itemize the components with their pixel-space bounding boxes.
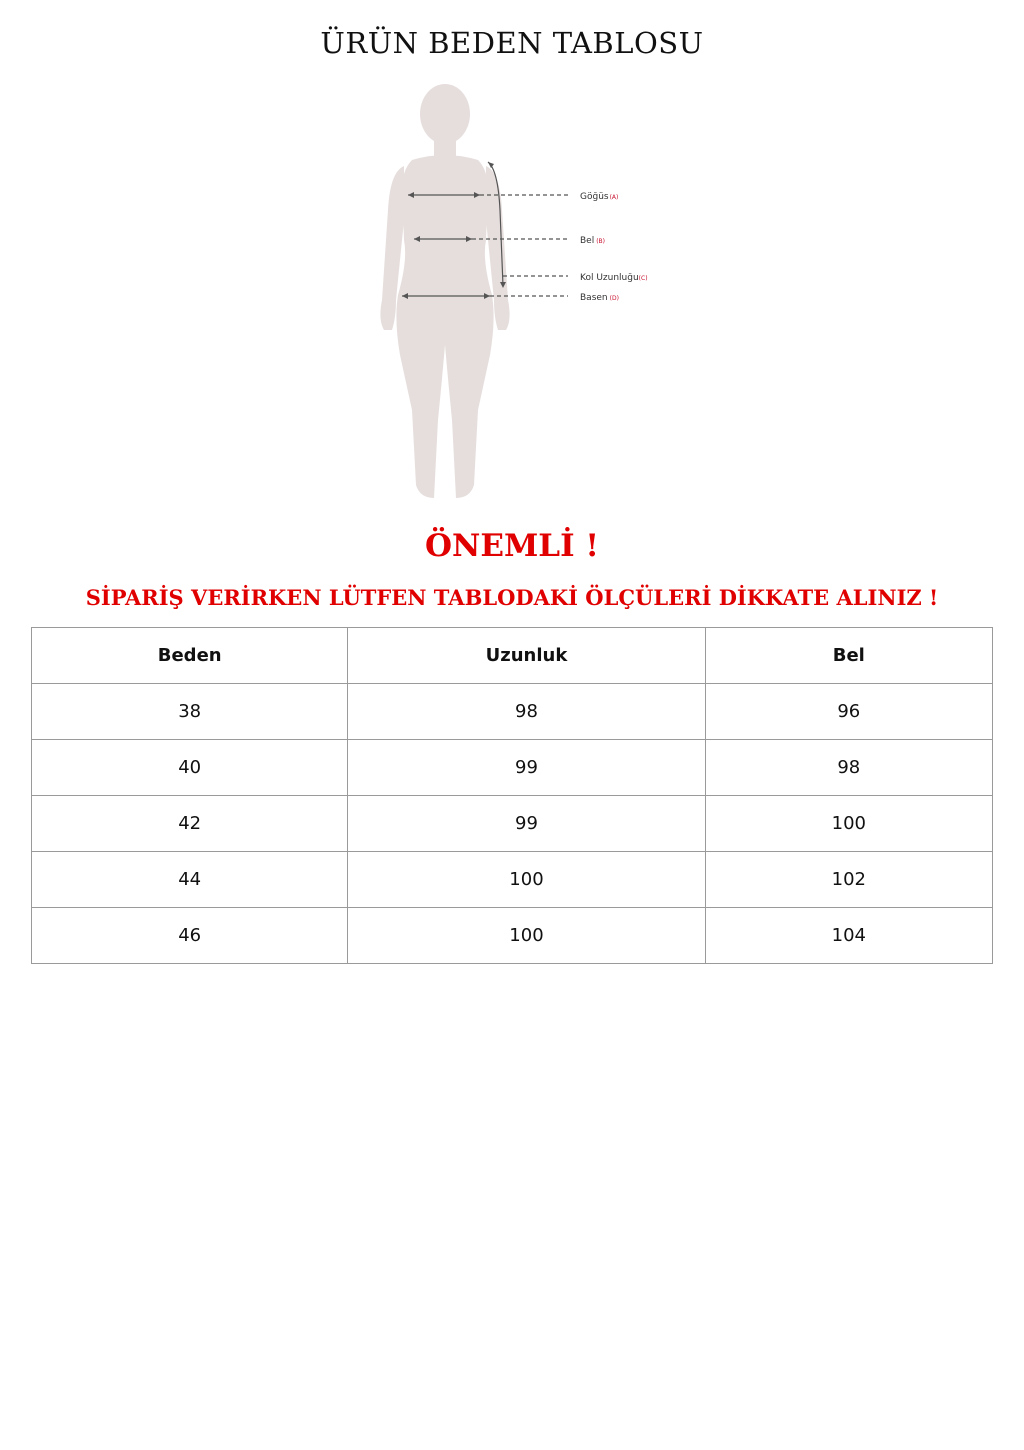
table-cell: 104 xyxy=(705,908,992,964)
table-cell: 100 xyxy=(705,796,992,852)
header-waist: Bel xyxy=(705,628,992,684)
table-row xyxy=(32,796,993,852)
table-row xyxy=(32,684,993,740)
header-length: Uzunluk xyxy=(348,628,705,684)
table-cell: 42 xyxy=(32,796,348,852)
table-cell: 100 xyxy=(348,852,705,908)
table-cell: 99 xyxy=(348,740,705,796)
table-cell: 100 xyxy=(348,908,705,964)
label-hip: Basen (D) xyxy=(580,293,619,303)
size-table xyxy=(31,627,993,964)
table-cell: 102 xyxy=(705,852,992,908)
header-size: Beden xyxy=(32,628,348,684)
table-row xyxy=(32,852,993,908)
table-cell: 96 xyxy=(705,684,992,740)
female-silhouette-icon xyxy=(360,80,690,500)
table-cell: 38 xyxy=(32,684,348,740)
table-row xyxy=(32,908,993,964)
label-chest: Göğüs(A) xyxy=(580,192,619,202)
important-heading: ÖNEMLİ ! xyxy=(425,528,599,564)
body-measurement-figure xyxy=(360,80,690,500)
page-title: ÜRÜN BEDEN TABLOSU xyxy=(320,26,704,60)
label-waist: Bel (B) xyxy=(580,236,606,246)
warning-text: SİPARİŞ VERİRKEN LÜTFEN TABLODAKİ ÖLÇÜLERİ DİKKATE ALINIZ ! xyxy=(85,585,939,610)
label-sleeve-length: Kol Uzunluğu(C) xyxy=(580,273,648,283)
table-cell: 40 xyxy=(32,740,348,796)
table-header-row xyxy=(32,628,993,684)
table-cell: 98 xyxy=(348,684,705,740)
table-cell: 46 xyxy=(32,908,348,964)
table-row xyxy=(32,740,993,796)
table-cell: 98 xyxy=(705,740,992,796)
table-cell: 44 xyxy=(32,852,348,908)
table-cell: 99 xyxy=(348,796,705,852)
